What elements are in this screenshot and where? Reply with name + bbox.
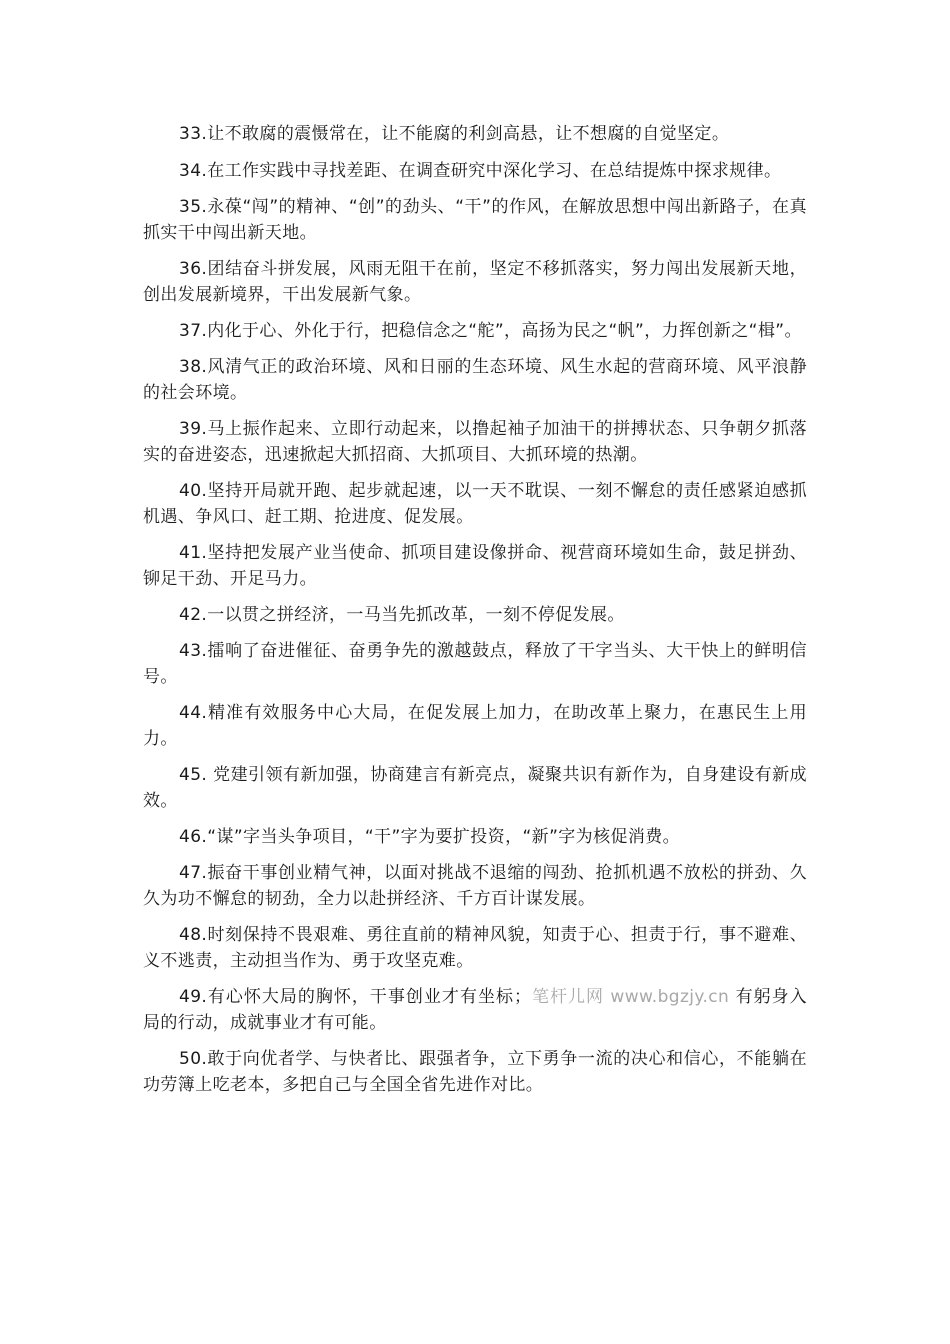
paragraph-46: 46.“谋”字当头争项目，“干”字为要扩投资，“新”字为核促消费。: [179, 827, 681, 847]
paragraph-38: 38.风清气正的政治环境、风和日丽的生态环境、风生水起的营商环境、风平浪静的社会环境。: [143, 357, 807, 403]
paragraph-33: 33.让不敢腐的震慑常在，让不能腐的利剑高悬，让不想腐的自觉坚定。: [179, 124, 730, 144]
document-body: [143, 121, 807, 1108]
paragraph-42: 42.一以贯之拼经济，一马当先抓改革，一刻不停促发展。: [179, 605, 625, 625]
paragraph-44: 44.精准有效服务中心大局，在促发展上加力，在助改革上聚力，在惠民生上用力。: [143, 703, 807, 749]
paragraph-49-part1: 49.有心怀大局的胸怀，干事创业才有坐标；: [179, 987, 532, 1007]
paragraph-40: 40.坚持开局就开跑、起步就起速，以一天不耽误、一刻不懈怠的责任感紧迫感抓机遇、争风口、赶工期、抢进度、促发展。: [143, 481, 807, 527]
paragraph-49-part2: 有躬身入局的行动，成就事业才有可能。: [143, 987, 808, 1033]
paragraph-39: 39.马上振作起来、立即行动起来，以撸起袖子加油干的拼搏状态、只争朝夕抓落实的奋进姿态，迅速掀起大抓招商、大抓项目、大抓环境的热潮。: [143, 419, 807, 465]
paragraph-47: 47.振奋干事创业精气神，以面对挑战不退缩的闯劲、抢抓机遇不放松的拼劲、久久为功不懈怠的韧劲，全力以赴拼经济、千方百计谋发展。: [143, 863, 807, 909]
paragraph-36: 36.团结奋斗拼发展，风雨无阻干在前，坚定不移抓落实，努力闯出发展新天地，创出发展新境界，干出发展新气象。: [143, 259, 807, 305]
paragraph-34: 34.在工作实践中寻找差距、在调查研究中深化学习、在总结提炼中探求规律。: [179, 161, 782, 181]
paragraph-37: 37.内化于心、外化于行，把稳信念之“舵”，高扬为民之“帆”，力挥创新之“楫”。: [179, 321, 802, 341]
paragraph-49: [143, 984, 807, 1036]
paragraph-41: 41.坚持把发展产业当使命、抓项目建设像拼命、视营商环境如生命，鼓足拼劲、铆足干劲、开足马力。: [143, 543, 807, 589]
paragraph-43: 43.擂响了奋进催征、奋勇争先的激越鼓点，释放了干字当头、大干快上的鲜明信号。: [143, 641, 807, 687]
paragraph-45: 45. 党建引领有新加强，协商建言有新亮点，凝聚共识有新作为，自身建设有新成效。: [143, 765, 807, 811]
watermark-text: 笔杆儿网 www.bgzjy.cn: [531, 987, 730, 1007]
paragraph-50: 50.敢于向优者学、与快者比、跟强者争，立下勇争一流的决心和信心，不能躺在功劳簿上吃老本，多把自己与全国全省先进作对比。: [143, 1049, 807, 1095]
paragraph-35: 35.永葆“闯”的精神、“创”的劲头、“干”的作风，在解放思想中闯出新路子，在真抓实干中闯出新天地。: [143, 197, 807, 243]
paragraph-48: 48.时刻保持不畏艰难、勇往直前的精神风貌，知责于心、担责于行，事不避难、义不逃责，主动担当作为、勇于攻坚克难。: [143, 925, 807, 971]
